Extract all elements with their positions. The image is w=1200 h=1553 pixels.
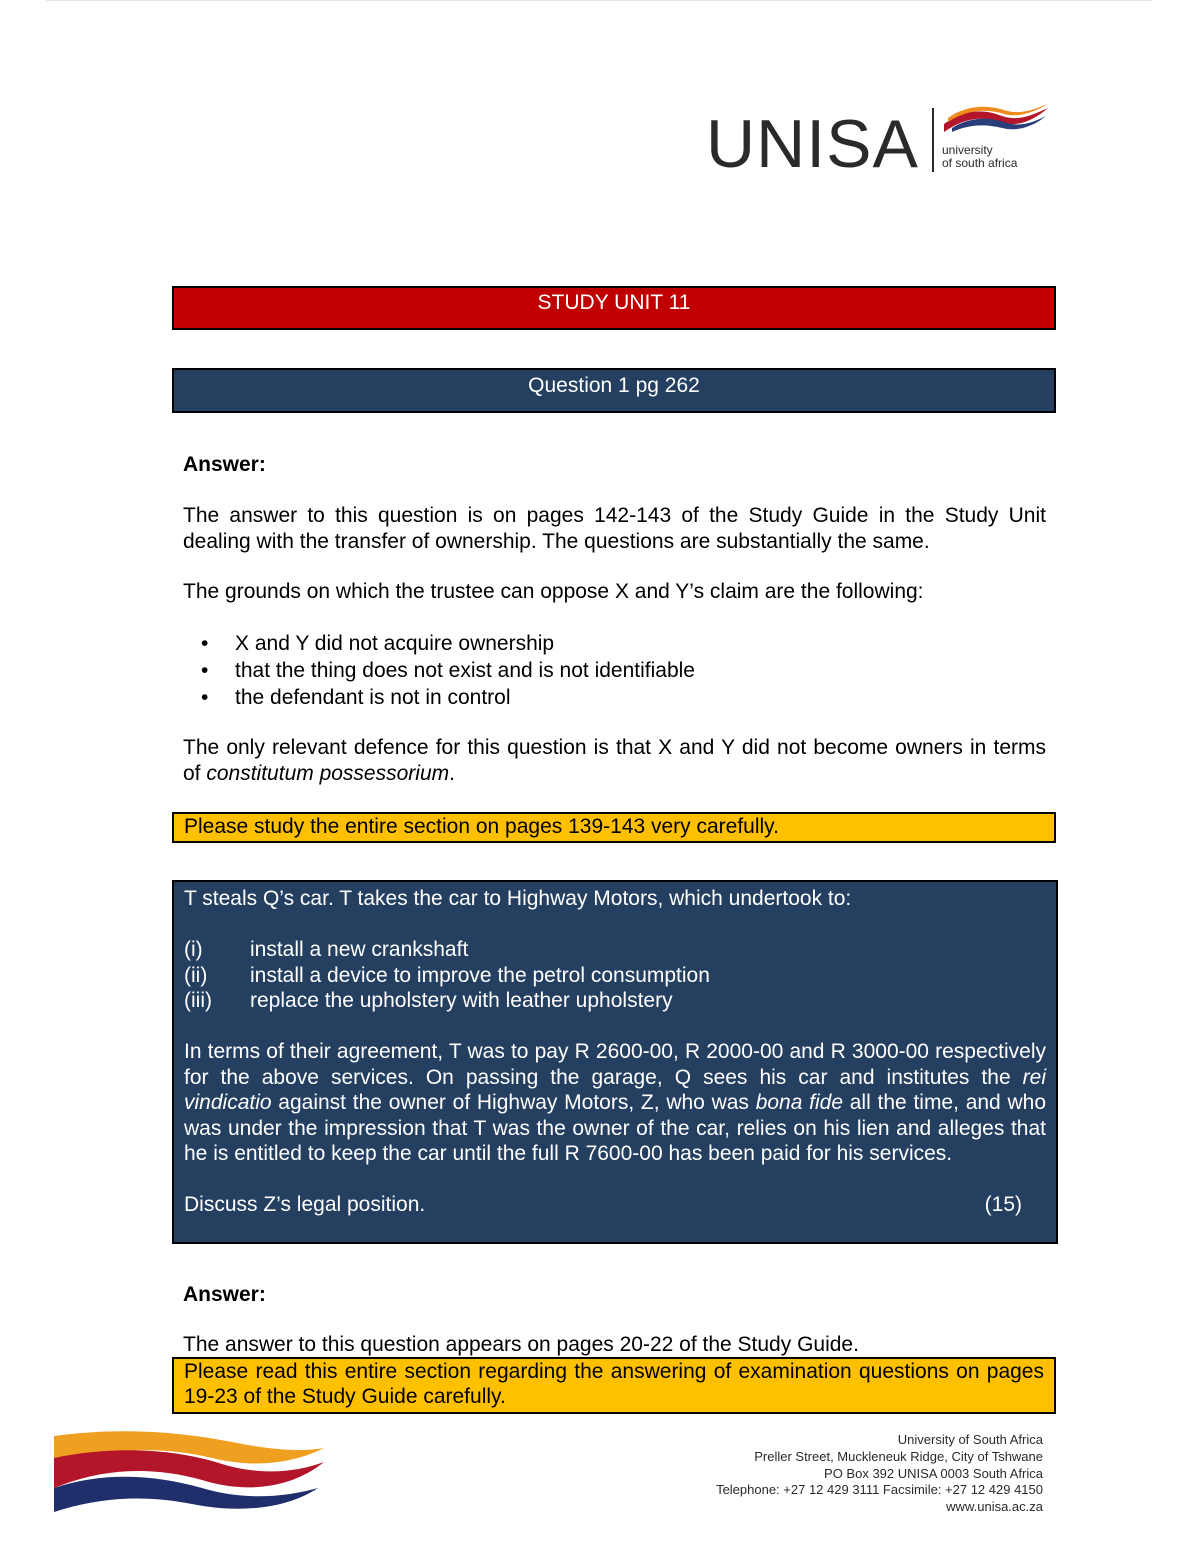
footer-line: University of South Africa	[897, 1432, 1043, 1447]
question-marks: (15)	[984, 1193, 1022, 1216]
item-text: install a device to improve the petrol consumption	[250, 963, 710, 987]
footer-flag-icon	[52, 1428, 327, 1513]
answer-italic-term: constitutum possessorium	[206, 761, 450, 785]
question-italic-term: rei vindicatio	[184, 1065, 1046, 1114]
question-task-row	[184, 1192, 1046, 1218]
answer-paragraph: The grounds on which the trustee can oppose X and Y’s claim are the following:	[183, 580, 924, 603]
logo-divider	[932, 108, 934, 172]
logo-wordmark: UNISA	[706, 106, 919, 182]
footer-website: www.unisa.ac.za	[946, 1499, 1043, 1515]
question-list-item	[184, 988, 1046, 1014]
item-number: (iii)	[184, 989, 212, 1012]
list-item: • the defendant is not in control	[183, 684, 695, 711]
study-unit-bar: STUDY UNIT 11	[172, 286, 1056, 330]
footer-line: PO Box 392 UNISA 0003 South Africa	[824, 1465, 1043, 1481]
footer-line: Preller Street, Muckleneuk Ridge, City of Tshwane	[754, 1448, 1043, 1464]
question-text: all the time, and who was under the impression that T was the owner of the car, relies on his lien and alleges that he is entitled to keep the car until the full R 7600-00 has been paid for his services.	[184, 1091, 1046, 1165]
question-box	[172, 880, 1058, 1244]
item-text: replace the upholstery with leather upholstery	[250, 989, 673, 1012]
logo-sub-line1: university	[942, 143, 993, 157]
question-body	[184, 1039, 1046, 1167]
question-task: Discuss Z’s legal position.	[184, 1193, 426, 1216]
answer-text: The only relevant defence for this question is that X and Y did not become owners in terms of	[183, 736, 1046, 785]
answer-label: Answer:	[183, 453, 266, 476]
item-number: (ii)	[184, 963, 208, 987]
list-item: • that the thing does not exist and is not identifiable	[183, 657, 695, 684]
answer-paragraph	[183, 735, 1046, 786]
question-heading-bar: Question 1 pg 262	[172, 368, 1056, 413]
answer-paragraph: The answer to this question is on pages 142-143 of the Study Guide in the Study Unit dealing with the transfer of ownership. The questions are substantially the same.	[183, 504, 1046, 553]
list-item: • X and Y did not acquire ownership	[183, 630, 695, 657]
answer-label: Answer:	[183, 1283, 266, 1306]
question-list-item	[184, 937, 1046, 963]
logo-subtitle	[942, 144, 1017, 170]
logo-flag-icon	[942, 102, 1052, 138]
footer-line: Telephone: +27 12 429 3111 Facsimile: +27 12 429 4150	[716, 1482, 1043, 1498]
logo-sub-line2: of south africa	[942, 156, 1018, 170]
grounds-list	[183, 630, 695, 711]
answer-text: .	[449, 761, 455, 785]
question-list-item	[184, 963, 1046, 989]
question-italic-term: bona fide	[755, 1091, 844, 1114]
study-note-box: Please read this entire section regarding the answering of examination questions on pages 19-23 of the Study Guide carefully.	[172, 1357, 1056, 1414]
answer-paragraph: The answer to this question appears on pages 20-22 of the Study Guide.	[183, 1333, 859, 1356]
question-text: against the owner of Highway Motors, Z, who was	[271, 1091, 756, 1114]
unisa-logo	[706, 100, 1056, 180]
study-note-box: Please study the entire section on pages 139-143 very carefully.	[172, 812, 1056, 843]
question-intro: T steals Q’s car. T takes the car to Highway Motors, which undertook to:	[184, 887, 852, 910]
footer-address	[716, 1432, 1043, 1516]
item-text: install a new crankshaft	[250, 938, 469, 961]
question-text: In terms of their agreement, T was to pay R 2600-00, R 2000-00 and R 3000-00 respectively for the above services. On passing the garage, Q sees his car and institutes the	[184, 1040, 1046, 1089]
page-top-edge	[46, 0, 1152, 1]
item-number: (i)	[184, 938, 203, 961]
